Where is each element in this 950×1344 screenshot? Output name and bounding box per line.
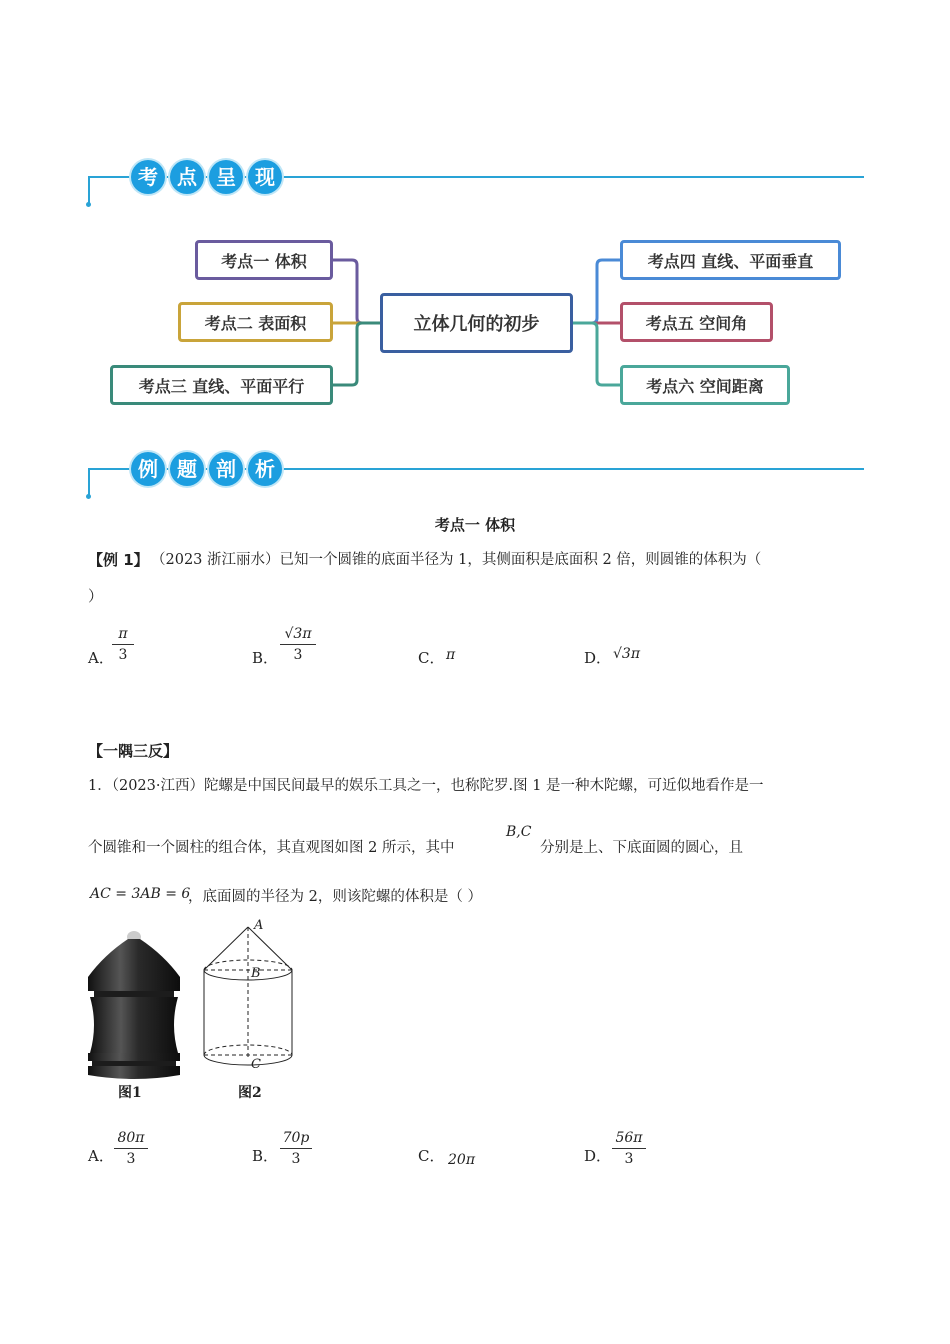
mindmap-center: 立体几何的初步 <box>380 293 573 353</box>
example1-option-d-letter: D． <box>584 649 612 667</box>
practice-option-c-value: 20π <box>448 1152 476 1168</box>
header2-rule <box>88 468 864 470</box>
mindmap-node-4: 考点四 直线、平面垂直 <box>620 240 841 280</box>
example1-text: （2023 浙江丽水）已知一个圆锥的底面半径为 1，其侧面积是底面积 2 倍，则圆锥的体积为（ <box>151 552 762 568</box>
practice-option-a <box>114 1129 148 1168</box>
header1-char-2: 点 <box>170 160 204 194</box>
practice-option-c-letter: C． <box>418 1147 445 1165</box>
practice-option-a-letter: A． <box>88 1147 114 1165</box>
example1-option-c-value: π <box>446 647 456 663</box>
fraction-bar <box>612 1148 646 1149</box>
header2-char-2: 题 <box>170 452 204 486</box>
header2-char-3: 剖 <box>209 452 243 486</box>
figure2-point-a: A <box>254 918 264 933</box>
header2-char-1: 例 <box>131 452 165 486</box>
fraction-bar <box>280 1148 312 1149</box>
option-b-denominator: 3 <box>293 647 303 663</box>
header1-left-rule <box>88 176 90 204</box>
header2-left-rule <box>88 468 90 496</box>
practice-q1-line2b: 分别是上、下底面圆的圆心，且 <box>540 840 743 856</box>
fraction-bar <box>114 1148 148 1149</box>
practice-q1-line1: 1．（2023·江西）陀螺是中国民间最早的娱乐工具之一，也称陀罗.图 1 是一种木陀螺，可近似地看作是一 <box>88 778 764 794</box>
example1-option-b <box>280 625 316 664</box>
practice-a-denominator: 3 <box>126 1151 136 1167</box>
header1-dot <box>86 202 91 207</box>
section-title: 考点一 体积 <box>434 516 516 534</box>
practice-d-denominator: 3 <box>624 1151 634 1167</box>
practice-b-denominator: 3 <box>291 1151 301 1167</box>
figure2-point-b: B <box>251 966 261 981</box>
practice-a-numerator: 80π <box>117 1130 145 1146</box>
practice-b-numerator: 70p <box>282 1130 310 1146</box>
header2-char-4: 析 <box>248 452 282 486</box>
mindmap-node-5: 考点五 空间角 <box>620 302 773 342</box>
mindmap-node-1: 考点一 体积 <box>195 240 333 280</box>
practice-q1-line3: ，底面圆的半径为 2，则该陀螺的体积是（ ） <box>188 889 482 905</box>
example1-option-d-value: √3π <box>613 646 641 662</box>
header1-rule <box>88 176 864 178</box>
example1-option-a-letter: A． <box>88 649 114 667</box>
option-b-numerator: √3π <box>284 626 312 642</box>
figure1-wooden-top <box>84 925 186 1083</box>
header1-char-1: 考 <box>131 160 165 194</box>
mindmap-node-2: 考点二 表面积 <box>178 302 333 342</box>
practice-q1-equation: AC = 3AB = 6 <box>90 886 191 902</box>
figure2-point-c: C <box>251 1057 261 1072</box>
practice-q1-line2a: 个圆锥和一个圆柱的组合体，其直观图如图 2 所示，其中 <box>88 840 455 856</box>
header2-dot <box>86 494 91 499</box>
figure2-label: 图2 <box>238 1085 262 1101</box>
practice-label: 【一隅三反】 <box>88 742 179 760</box>
practice-q1-bc: B,C <box>506 824 532 840</box>
mindmap-node-6: 考点六 空间距离 <box>620 365 790 405</box>
example1-close: ） <box>88 587 104 605</box>
practice-d-numerator: 56π <box>615 1130 643 1146</box>
option-a-numerator: π <box>118 626 128 642</box>
header1-char-4: 现 <box>248 160 282 194</box>
option-a-denominator: 3 <box>118 647 128 663</box>
example1-option-a <box>112 625 134 664</box>
practice-option-b <box>280 1129 312 1168</box>
fraction-bar <box>112 644 134 645</box>
example1-option-b-letter: B． <box>252 649 279 667</box>
practice-option-d <box>612 1129 646 1168</box>
practice-option-d-letter: D． <box>584 1147 612 1165</box>
header1-char-3: 呈 <box>209 160 243 194</box>
mindmap-node-3: 考点三 直线、平面平行 <box>110 365 333 405</box>
example1-option-c-letter: C． <box>418 649 445 667</box>
example1-label: 【例 1】 <box>88 551 149 569</box>
practice-option-b-letter: B． <box>252 1147 279 1165</box>
figure2-diagram <box>198 915 298 1075</box>
fraction-bar <box>280 644 316 645</box>
figure1-label: 图1 <box>118 1085 142 1101</box>
